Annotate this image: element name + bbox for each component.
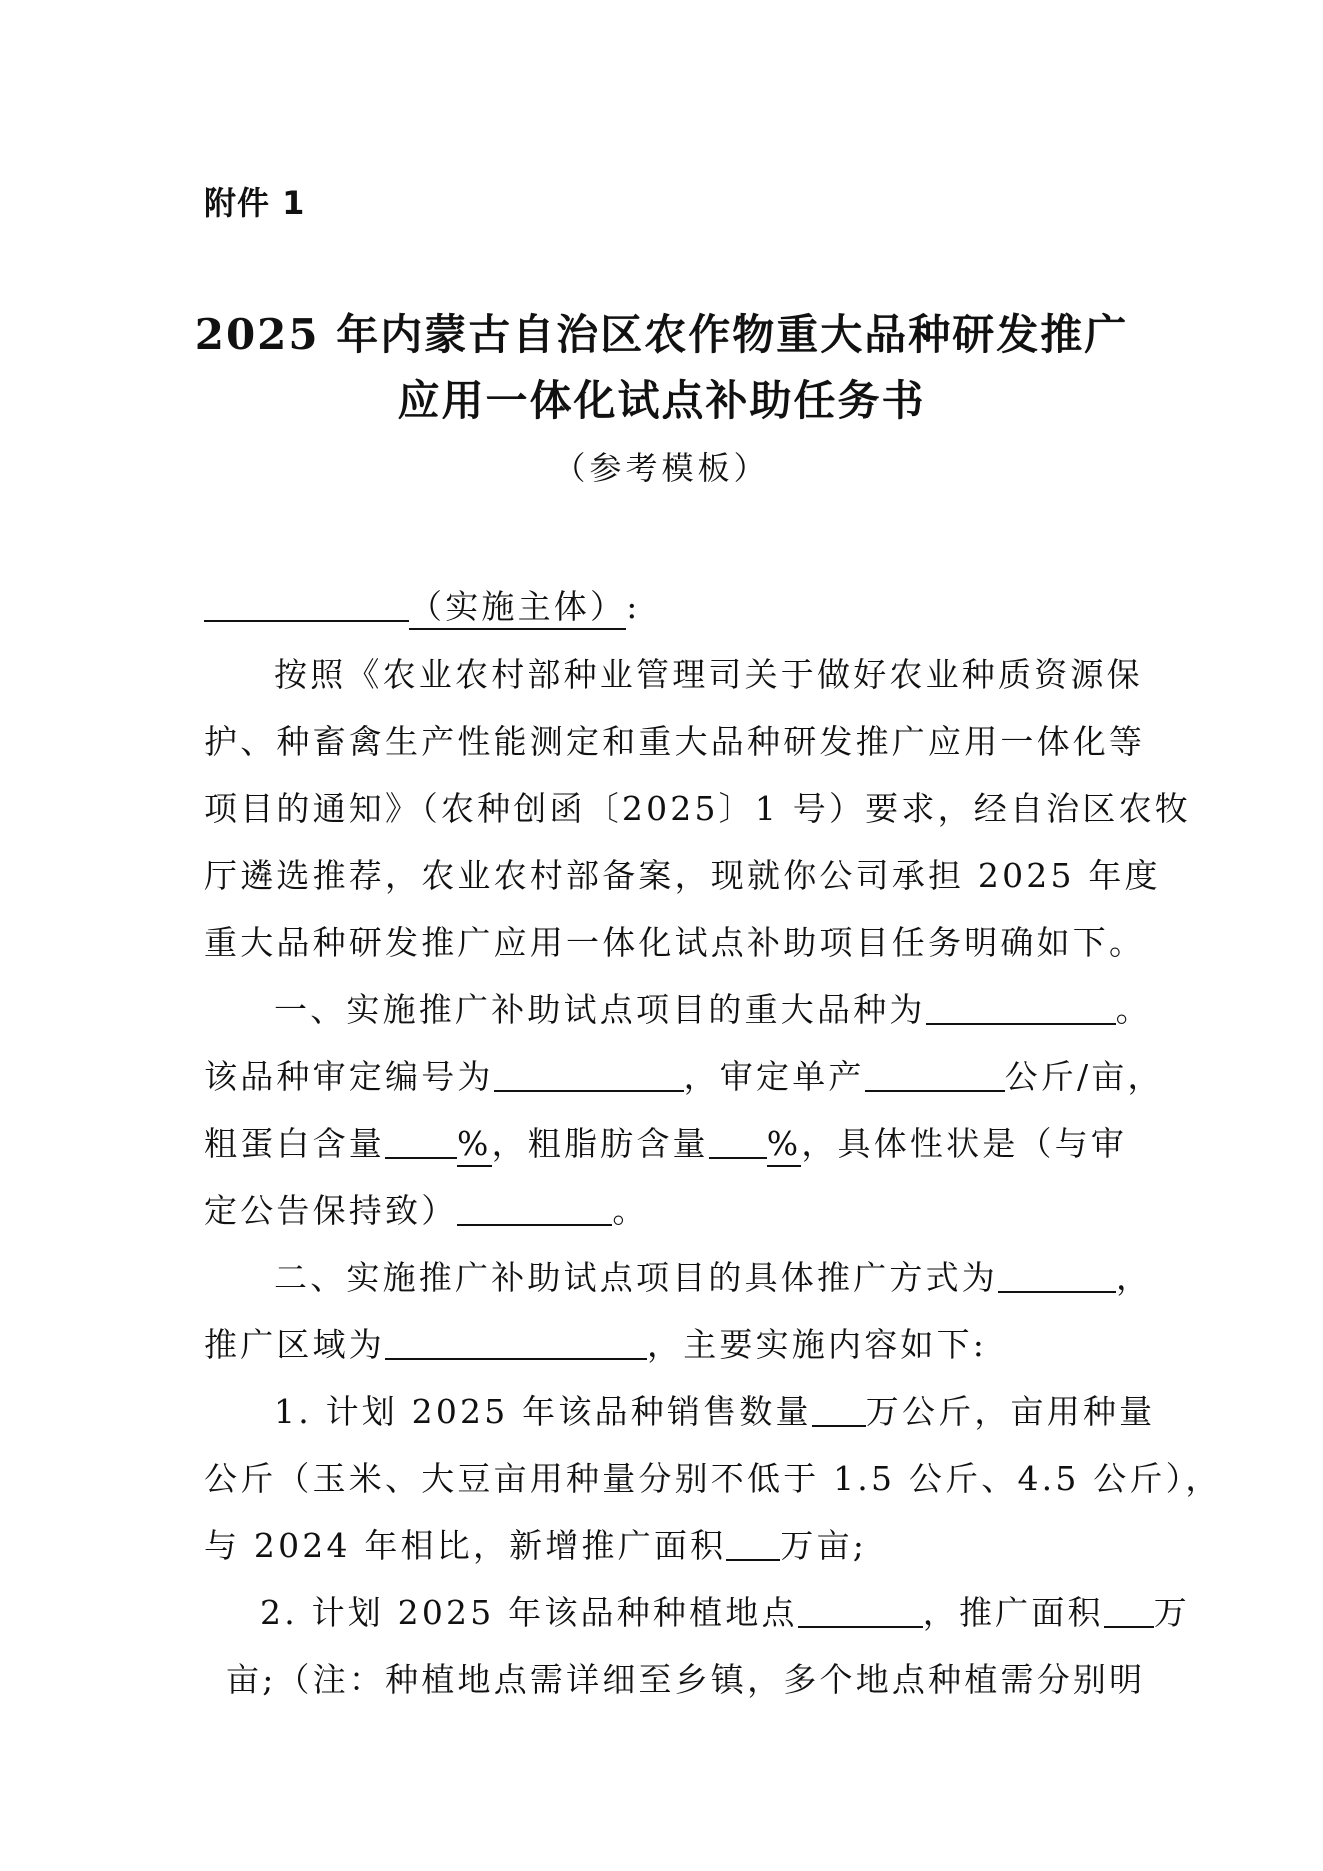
addressee-line [204, 587, 641, 627]
traits-label: ，具体性状是（与审 [801, 1124, 1128, 1163]
section1-line4-end: 。 [612, 1191, 649, 1230]
intro-line-5: 重大品种研发推广应用一体化试点补助项目任务明确如下。 [204, 923, 1146, 962]
traits-blank [457, 1196, 612, 1226]
section2-line-2 [204, 1325, 987, 1365]
item1-line-1 [274, 1392, 1155, 1432]
sales-quantity-label: 1. 计划 2025 年该品种销售数量 [274, 1392, 812, 1431]
planting-location-blank [798, 1598, 923, 1628]
variety-name-blank [926, 995, 1116, 1025]
section1-line-3 [204, 1124, 1127, 1164]
intro-line-2: 护、种畜禽生产性能测定和重大品种研发推广应用一体化等 [204, 722, 1146, 761]
new-area-label: 与 2024 年相比，新增推广面积 [204, 1526, 727, 1565]
document-subtitle: （参考模板） [553, 449, 770, 487]
seed-rate-label: 万公斤，亩用种量 [865, 1392, 1156, 1431]
fat-percent: % [767, 1124, 802, 1167]
addressee-colon: : [626, 587, 641, 626]
section1-text: 一、实施推广补助试点项目的重大品种为 [274, 990, 926, 1029]
new-area-unit: 万亩; [780, 1526, 868, 1565]
section1-line-1 [274, 990, 1152, 1030]
section2-line-1 [274, 1258, 1152, 1298]
planting-location-label: 2. 计划 2025 年该品种种植地点 [260, 1593, 798, 1632]
item1-line-3 [204, 1526, 867, 1566]
yield-label: ，审定单产 [683, 1057, 865, 1096]
item2-line-1 [260, 1593, 1190, 1633]
item2-line-2: 亩;（注：种植地点需详细至乡镇，多个地点种植需分别明 [226, 1660, 1146, 1699]
promotion-region-blank [385, 1330, 647, 1360]
promotion-area-unit: 万 [1153, 1593, 1190, 1632]
addressee-blank [204, 592, 409, 622]
document-title-line-2: 应用一体化试点补助任务书 [397, 376, 926, 425]
intro-line-3: 项目的通知》（农种创函〔2025〕1 号）要求，经自治区农牧 [204, 789, 1191, 828]
protein-percent: % [457, 1124, 492, 1167]
intro-line-4: 厅遴选推荐，农业农村部备案，现就你公司承担 2025 年度 [204, 856, 1161, 895]
addressee-placeholder: （实施主体） [409, 587, 626, 630]
document-title-line-1: 2025 年内蒙古自治区农作物重大品种研发推广 [194, 310, 1129, 359]
attachment-label: 附件 1 [204, 184, 306, 222]
intro-line-1: 按照《农业农村部种业管理司关于做好农业种质资源保 [274, 655, 1143, 694]
section1-end: 。 [1115, 990, 1152, 1029]
section2-line1-end: ， [1116, 1258, 1153, 1297]
yield-unit: 公斤/亩， [1004, 1057, 1164, 1096]
new-area-blank [726, 1531, 780, 1561]
promotion-method-blank [998, 1263, 1116, 1293]
yield-blank [865, 1062, 1005, 1092]
protein-label: 粗蛋白含量 [204, 1124, 385, 1163]
promotion-area-label: ，推广面积 [922, 1593, 1104, 1632]
promotion-method-label: 二、实施推广补助试点项目的具体推广方式为 [274, 1258, 998, 1297]
protein-blank [385, 1129, 457, 1159]
sales-quantity-blank [812, 1397, 866, 1427]
main-content-label: ，主要实施内容如下: [647, 1325, 988, 1364]
section1-line-2 [204, 1057, 1164, 1097]
approval-number-label: 该品种审定编号为 [204, 1057, 494, 1096]
approval-number-blank [494, 1062, 684, 1092]
promotion-region-label: 推广区域为 [204, 1325, 385, 1364]
fat-blank [709, 1129, 767, 1159]
section1-line-4 [204, 1191, 649, 1231]
item1-line-2: 公斤（玉米、大豆亩用种量分别不低于 1.5 公斤、4.5 公斤）， [204, 1459, 1222, 1498]
traits-note: 定公告保持致） [204, 1191, 458, 1230]
promotion-area-blank [1104, 1598, 1154, 1628]
fat-label: ，粗脂肪含量 [491, 1124, 709, 1163]
